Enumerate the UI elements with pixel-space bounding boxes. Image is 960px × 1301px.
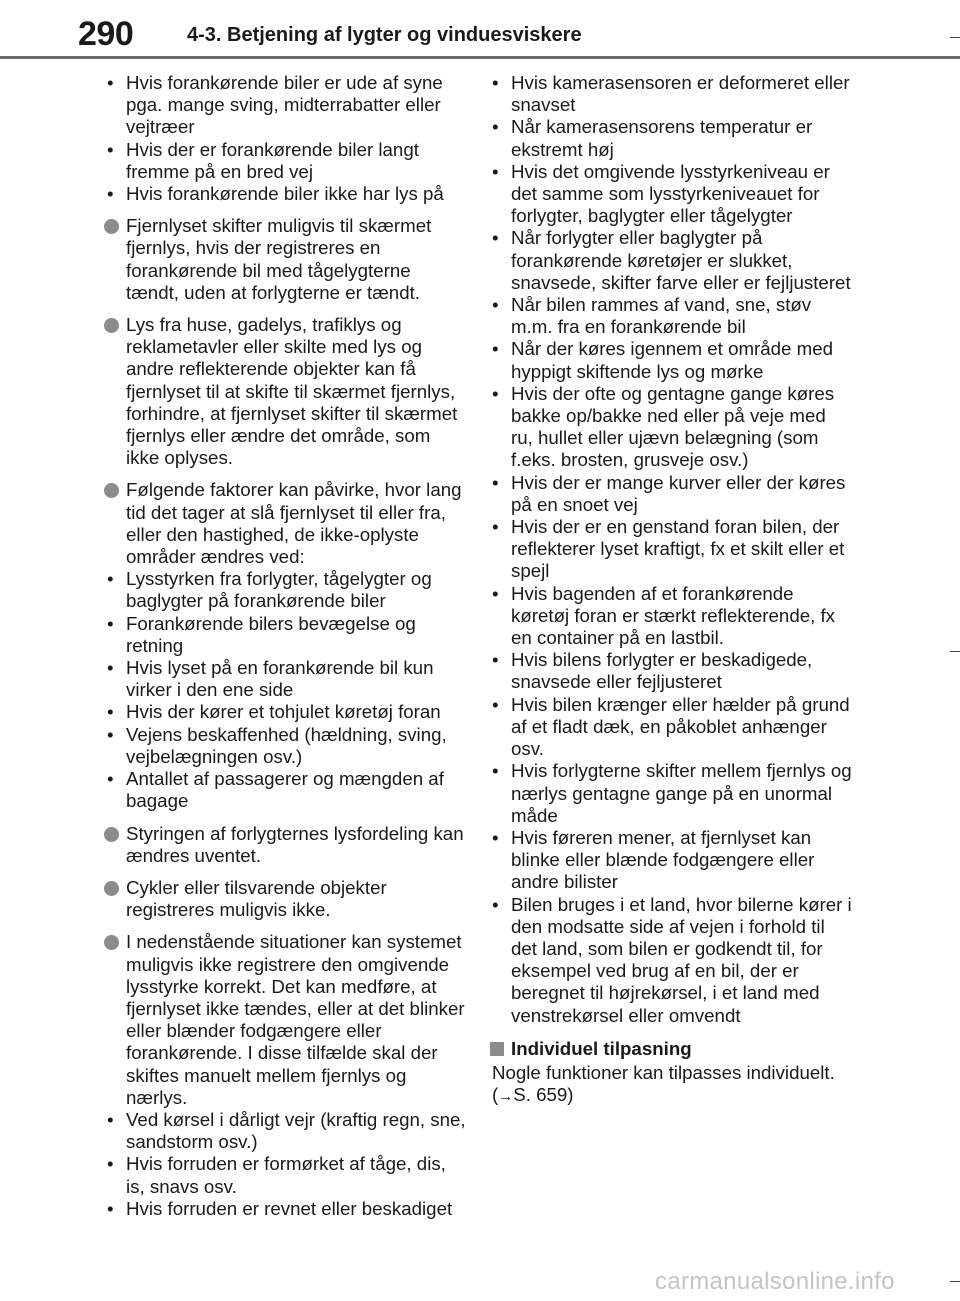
paragraph-text: Nogle funktioner kan tilpasses individuelt. (	[492, 1061, 835, 1106]
list-item: • Hvis der er mange kurver eller der køres på en snoet vej	[492, 472, 852, 516]
page-reference-link[interactable]: S. 659)	[513, 1084, 574, 1106]
crop-mark	[950, 1281, 960, 1282]
list-item: • Hvis der ofte og gentagne gange køres bakke op/bakke ned eller på veje med ru, hullet eller ujævn belægning (som f.eks. brosten, grusveje osv.)	[492, 383, 852, 472]
circle-bullet-icon	[104, 318, 119, 333]
list-item: • Hvis der er forankørende biler langt fremme på en bred vej	[107, 139, 467, 183]
intro-bullet-list	[107, 72, 467, 205]
page-header	[0, 0, 960, 64]
situation-bullet-list	[492, 72, 852, 1027]
crop-mark	[950, 651, 960, 652]
list-item: • Hvis bilen krænger eller hælder på grund af et fladt dæk, en påkoblet anhænger osv.	[492, 694, 852, 761]
list-item: • Hvis det omgivende lysstyrkeniveau er det samme som lysstyrkeniveauet for forlygter, baglygter eller tågelygter	[492, 161, 852, 228]
note-block	[107, 931, 467, 1220]
list-item: • Vejens beskaffenhed (hældning, sving, vejbelægningen osv.)	[107, 724, 467, 768]
circle-bullet-icon	[104, 935, 119, 950]
list-item: • Når der køres igennem et område med hyppigt skiftende lys og mørke	[492, 338, 852, 382]
circle-bullet-icon	[104, 881, 119, 896]
note-block	[107, 877, 467, 921]
page-number: 290	[78, 15, 134, 53]
circle-bullet-icon	[104, 827, 119, 842]
note-text: Følgende faktorer kan påvirke, hvor lang tid det tager at slå fjernlyset til eller fra, eller den hastighed, de ikke-oplyste områder ændres ved:	[126, 479, 462, 568]
list-item: • Bilen bruges i et land, hvor bilerne kører i den modsatte side af vejen i forhold til det land, som bilen er godkendt til, for eksempel ved brug af en bil, der er beregnet til højrekørsel, i et land med venstrekørsel eller omvendt	[492, 894, 852, 1027]
heading-text: Individuel tilpasning	[511, 1037, 692, 1059]
note-text: Styringen af forlygternes lysfordeling kan ændres uventet.	[126, 822, 464, 866]
header-rule	[0, 56, 960, 59]
watermark: carmanualsonline.info	[655, 1268, 895, 1295]
weather-bullet-list	[107, 1109, 467, 1220]
list-item: • Ved kørsel i dårligt vejr (kraftig regn, sne, sandstorm osv.)	[107, 1109, 467, 1153]
list-item: • Når forlygter eller baglygter på forankørende køretøjer er slukket, snavsede, skifter farve eller er fejljusteret	[492, 227, 852, 294]
list-item: • Hvis lyset på en forankørende bil kun virker i den ene side	[107, 657, 467, 701]
crop-mark	[950, 37, 960, 38]
note-text: I nedenstående situationer kan systemet muligvis ikke registrere den omgivende lysstyrke korrekt. Det kan medføre, at fjernlyset ikke tændes, eller at det blinker eller blænder fodgængere eller forankørende. I disse tilfælde skal der skiftes manuelt mellem fjernlys og nærlys.	[126, 931, 465, 1108]
list-item: • Hvis der kører et tohjulet køretøj foran	[107, 701, 467, 723]
list-item: • Antallet af passagerer og mængden af bagage	[107, 768, 467, 812]
note-block	[107, 479, 467, 812]
list-item: • Hvis forankørende biler ikke har lys på	[107, 183, 467, 205]
list-item: • Hvis kamerasensoren er deformeret eller snavset	[492, 72, 852, 116]
arrow-right-icon: →	[498, 1088, 514, 1106]
note-text: Fjernlyset skifter muligvis til skærmet fjernlys, hvis der registreres en forankørende bil med tågelygterne tændt, uden at forlygterne er tændt.	[126, 215, 432, 303]
list-item: • Hvis forlygterne skifter mellem fjernlys og nærlys gentagne gange på en unormal måde	[492, 760, 852, 827]
note-block	[107, 314, 467, 469]
note-block	[107, 823, 467, 867]
left-column	[107, 72, 467, 1220]
note-text: Lys fra huse, gadelys, trafiklys og reklametavler eller skilte med lys og andre reflekterende objekter kan få fjernlyset til at skifte til skærmet fjernlys, forhindre, at fjernlyset skifter til skærmet fjernlys eller ændre det område, som ikke oplyses.	[126, 314, 458, 469]
list-item: • Når kamerasensorens temperatur er ekstremt høj	[492, 116, 852, 160]
circle-bullet-icon	[104, 219, 119, 234]
list-item: • Forankørende bilers bevægelse og retning	[107, 613, 467, 657]
section-title: 4-3. Betjening af lygter og vinduesviskere	[187, 24, 582, 46]
note-block	[107, 215, 467, 304]
customization-paragraph	[492, 1062, 852, 1108]
list-item: • Hvis forruden er revnet eller beskadiget	[107, 1198, 467, 1220]
list-item: • Hvis bilens forlygter er beskadigede, snavsede eller fejljusteret	[492, 649, 852, 693]
subsection-heading	[492, 1038, 852, 1060]
list-item: • Hvis der er en genstand foran bilen, der reflekterer lyset kraftigt, fx et skilt eller et spejl	[492, 516, 852, 583]
note-text: Cykler eller tilsvarende objekter registreres muligvis ikke.	[126, 876, 387, 921]
list-item: • Hvis føreren mener, at fjernlyset kan blinke eller blænde fodgængere eller andre bilister	[492, 827, 852, 894]
list-item: • Når bilen rammes af vand, sne, støv m.m. fra en forankørende bil	[492, 294, 852, 338]
list-item: • Hvis forruden er formørket af tåge, dis, is, snavs osv.	[107, 1153, 467, 1197]
list-item: • Hvis forankørende biler er ude af syne pga. mange sving, midterrabatter eller vejtræer	[107, 72, 467, 139]
list-item: • Hvis bagenden af et forankørende køretøj foran er stærkt reflekterende, fx en container på en lastbil.	[492, 583, 852, 650]
right-column	[492, 72, 852, 1108]
circle-bullet-icon	[104, 483, 119, 498]
square-bullet-icon	[490, 1042, 504, 1056]
factor-bullet-list	[107, 568, 467, 812]
list-item: • Lysstyrken fra forlygter, tågelygter og baglygter på forankørende biler	[107, 568, 467, 612]
